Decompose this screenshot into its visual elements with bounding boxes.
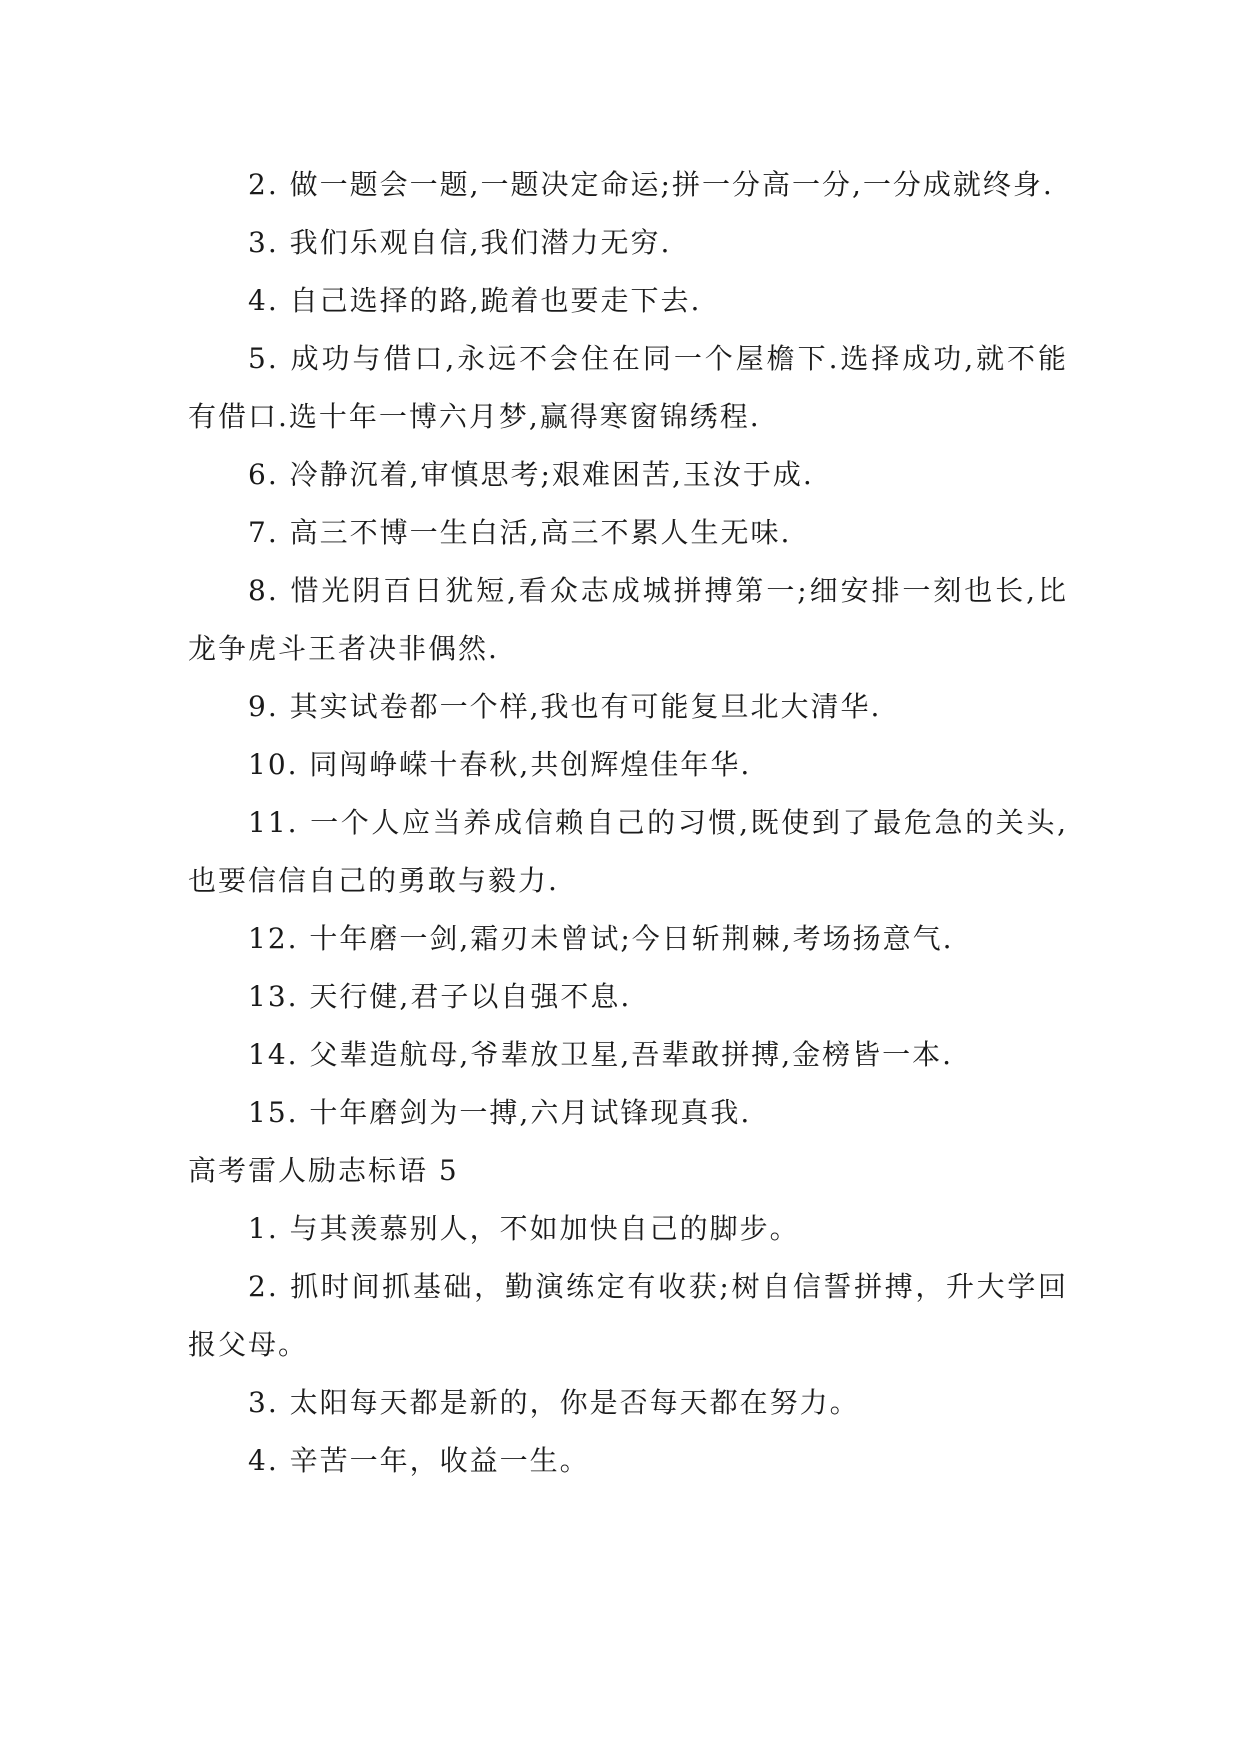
- list-item: 13. 天行健,君子以自强不息.: [248, 980, 632, 1013]
- list-item: 4. 自己选择的路,跪着也要走下去.: [248, 284, 702, 317]
- list-item: 4. 辛苦一年，收益一生。: [248, 1444, 590, 1477]
- document-page: [188, 156, 1068, 1490]
- list-item: 5. 成功与借口,永远不会住在同一个屋檐下.选择成功,就不能有借口.选十年一博六月梦,赢得寒窗锦绣程.: [188, 342, 1068, 433]
- list-item: 12. 十年磨一剑,霜刃未曾试;今日斩荆棘,考场扬意气.: [248, 922, 954, 955]
- list-item: 8. 惜光阴百日犹短,看众志成城拼搏第一;细安排一刻也长,比龙争虎斗王者决非偶然.: [188, 574, 1068, 665]
- list-item: 11. 一个人应当养成信赖自己的习惯,既使到了最危急的关头,也要信信自己的勇敢与毅力.: [188, 806, 1068, 897]
- list-item: 7. 高三不博一生白活,高三不累人生无味.: [248, 516, 792, 549]
- list-item: 9. 其实试卷都一个样,我也有可能复旦北大清华.: [248, 690, 882, 723]
- list-item: 2. 做一题会一题,一题决定命运;拼一分高一分,一分成就终身.: [248, 168, 1054, 201]
- list-item: 10. 同闯峥嵘十春秋,共创辉煌佳年华.: [248, 748, 752, 781]
- list-item: 15. 十年磨剑为一搏,六月试锋现真我.: [248, 1096, 752, 1129]
- section-title: 高考雷人励志标语 5: [188, 1154, 459, 1187]
- list-item: 3. 太阳每天都是新的，你是否每天都在努力。: [248, 1386, 860, 1419]
- list-item: 2. 抓时间抓基础，勤演练定有收获;树自信誓拼搏，升大学回报父母。: [188, 1270, 1068, 1361]
- list-item: 6. 冷静沉着,审慎思考;艰难困苦,玉汝于成.: [248, 458, 814, 491]
- list-item: 3. 我们乐观自信,我们潜力无穷.: [248, 226, 672, 259]
- list-item: 1. 与其羡慕别人，不如加快自己的脚步。: [248, 1212, 800, 1245]
- list-item: 14. 父辈造航母,爷辈放卫星,吾辈敢拼搏,金榜皆一本.: [248, 1038, 954, 1071]
